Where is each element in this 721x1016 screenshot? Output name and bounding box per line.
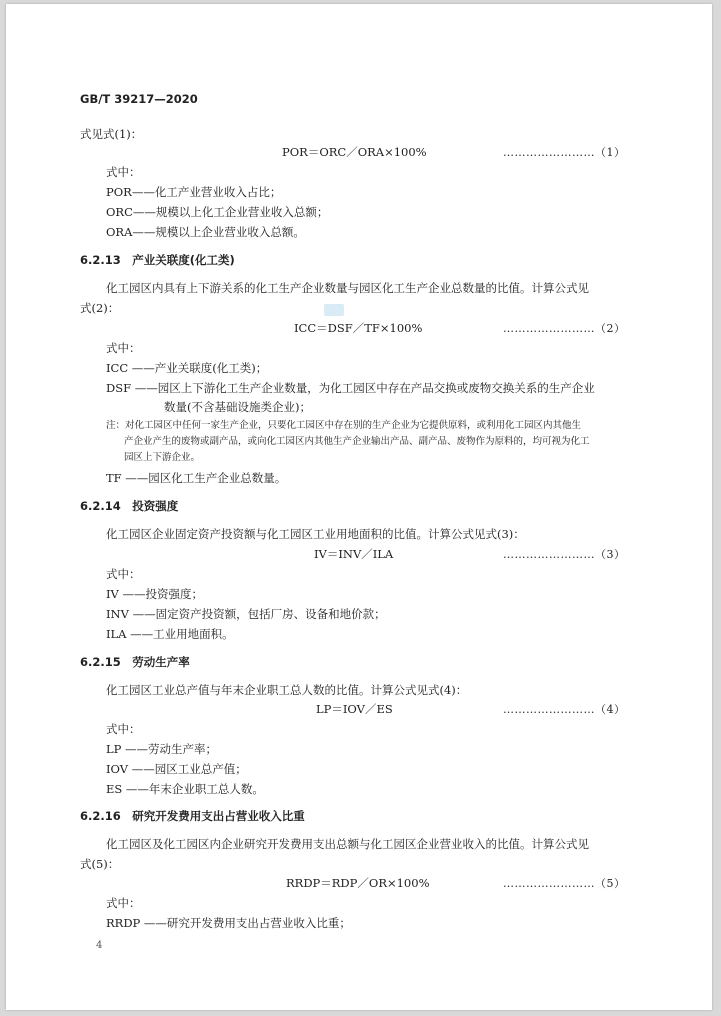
formula-3: IV＝INV／ILA <box>314 547 394 561</box>
section-body-6-2-16-line1: 化工园区及化工园区内企业研究开发费用支出总额与化工园区企业营业收入的比值。计算公式见 <box>106 837 589 851</box>
document-page <box>6 4 712 1010</box>
standard-number: GB/T 39217—2020 <box>80 92 198 106</box>
equation-number-2: ……………………（2） <box>503 322 626 335</box>
note-line2: 产企业产生的废物或副产品，或向化工园区内其他生产企业输出产品、副产品、废物作为原料的，均可视为化工 <box>124 436 590 447</box>
section-heading-6-2-14: 6.2.14 投资强度 <box>80 499 179 513</box>
definition-es: ES ——年末企业职工总人数。 <box>106 782 264 796</box>
watermark-logo <box>324 304 344 316</box>
formula-2: ICC＝DSF／TF×100% <box>294 321 423 335</box>
formula-where-4: 式中： <box>106 722 141 736</box>
section-heading-6-2-13: 6.2.13 产业关联度(化工类) <box>80 253 235 267</box>
equation-number-3: ……………………（3） <box>503 548 626 561</box>
formula-where-1: 式中： <box>106 165 141 179</box>
section-body-6-2-16-line2: 式(5)： <box>80 857 120 871</box>
formula-where-2: 式中： <box>106 341 141 355</box>
definition-inv: INV ——固定资产投资额，包括厂房、设备和地价款； <box>106 607 386 621</box>
definition-dsf-line1: DSF ——园区上下游化工生产企业数量，为化工园区中存在产品交换或废物交换关系的生产企业 <box>106 381 595 395</box>
equation-number-4: ……………………（4） <box>503 703 626 716</box>
section-body-6-2-14: 化工园区企业固定资产投资额与化工园区工业用地面积的比值。计算公式见式(3)： <box>106 527 525 541</box>
definition-rrdp: RRDP ——研究开发费用支出占营业收入比重； <box>106 916 351 930</box>
section-body-6-2-15: 化工园区工业总产值与年末企业职工总人数的比值。计算公式见式(4)： <box>106 683 468 697</box>
definition-ila: ILA ——工业用地面积。 <box>106 627 234 641</box>
definition-iv: IV ——投资强度； <box>106 587 204 601</box>
formula-5: RRDP＝RDP／OR×100% <box>286 876 430 890</box>
formula-where-3: 式中： <box>106 567 141 581</box>
definition-iov: IOV ——园区工业总产值； <box>106 762 247 776</box>
formula-where-5: 式中： <box>106 896 141 910</box>
equation-number-5: ……………………（5） <box>503 877 626 890</box>
definition-ora: ORA——规模以上企业营业收入总额。 <box>106 225 305 239</box>
definition-dsf-line2: 数量(不含基础设施类企业)； <box>164 400 311 414</box>
equation-number-1: ……………………（1） <box>503 146 626 159</box>
section-heading-6-2-16: 6.2.16 研究开发费用支出占营业收入比重 <box>80 809 305 823</box>
definition-lp: LP ——劳动生产率； <box>106 742 218 756</box>
note-line3: 园区上下游企业。 <box>124 452 201 463</box>
section-body-6-2-13-line1: 化工园区内具有上下游关系的化工生产企业数量与园区化工生产企业总数量的比值。计算公式见 <box>106 281 589 295</box>
definition-tf: TF ——园区化工生产企业总数量。 <box>106 471 287 485</box>
note-line1: 注：对化工园区中任何一家生产企业，只要化工园区中存在别的生产企业为它提供原料，或利用化工园区内其他生 <box>106 420 582 431</box>
formula-intro-1: 式见式(1)： <box>80 127 143 141</box>
section-heading-6-2-15: 6.2.15 劳动生产率 <box>80 655 190 669</box>
formula-4: LP＝IOV／ES <box>316 702 393 716</box>
section-body-6-2-13-line2: 式(2)： <box>80 301 120 315</box>
page-number: 4 <box>96 940 103 951</box>
definition-icc: ICC ——产业关联度(化工类)； <box>106 361 268 375</box>
formula-1: POR＝ORC／ORA×100% <box>282 145 427 159</box>
definition-orc: ORC——规模以上化工企业营业收入总额； <box>106 205 329 219</box>
definition-por: POR——化工产业营业收入占比； <box>106 185 282 199</box>
